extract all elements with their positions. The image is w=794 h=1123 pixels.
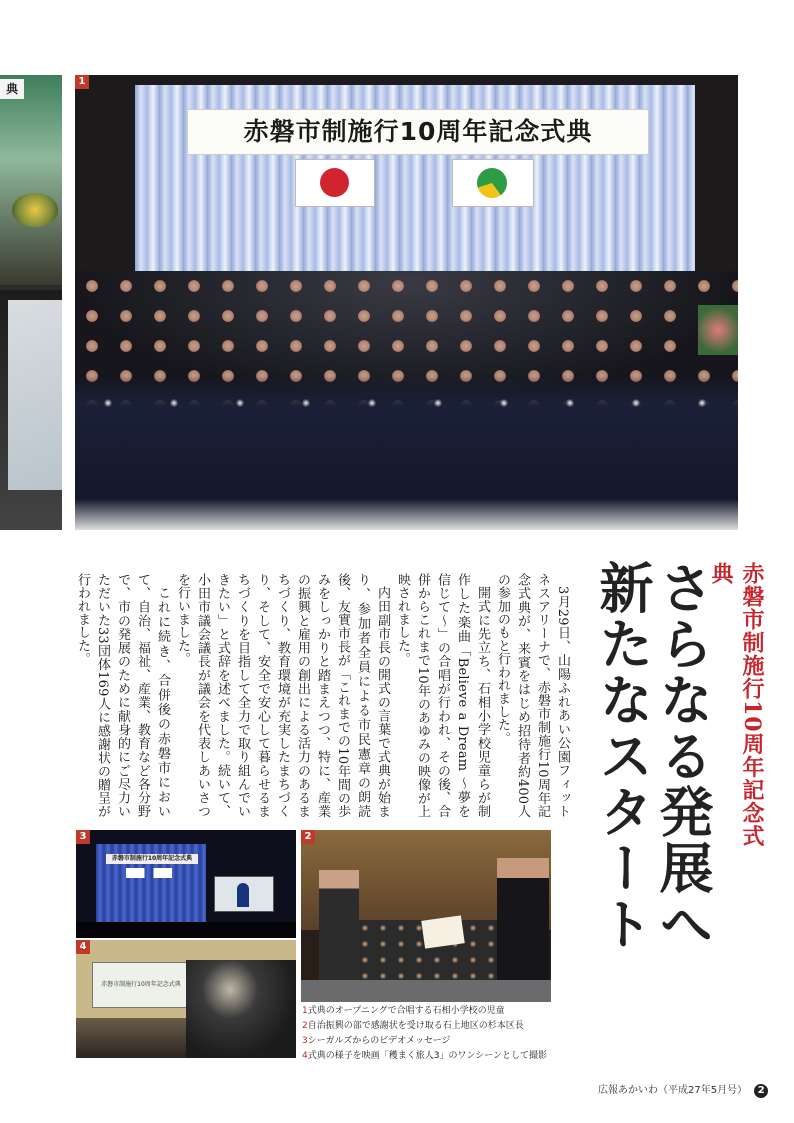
floor xyxy=(301,980,551,1002)
body-paragraph: 内田副市長の開式の言葉で式典が始まり、参加者全員による市民憲章の朗読後、友實市長が「これまでの10年間の歩みをしっかりと踏まえつつ、特に、産業の振興と雇用の創出による活力のあるまちづくり、教育環境が充実したまちづくり、そして、安全で安心して暮らせるまちづくりを目指して全力で取り組んでいきたい」と式辞を述べました。続いて、小田市議会議長が議会を代表しあいさつを行いました。 xyxy=(175,573,390,818)
caption-1: 1式典のオープニングで合唱する石相小学校の児童 xyxy=(302,1006,505,1016)
video-screen xyxy=(214,876,274,912)
city-flag xyxy=(452,159,534,207)
photo-choir xyxy=(75,75,738,530)
photo-number: 1 xyxy=(75,75,89,89)
photo-video-message xyxy=(76,830,296,938)
strip-screen xyxy=(8,300,62,490)
strip-label: 典 xyxy=(0,79,24,99)
caption-4: 4式典の様子を映画「穫まく旅人3」のワンシーンとして撮影 xyxy=(302,1051,548,1061)
camera-operator xyxy=(186,960,296,1058)
body-paragraph: 開式に先立ち、石相小学校児童らが制作した楽曲「Believe a Dream ～夢を信じて～」の合唱が行われ、その後、合併からこれまで10年のあゆみの映像が上映されました。 xyxy=(395,573,490,818)
audience xyxy=(76,922,296,938)
page-number: 2 xyxy=(754,1084,768,1098)
page-footer xyxy=(598,1081,768,1098)
stage-flags xyxy=(126,868,172,878)
strip-flowers xyxy=(12,193,58,227)
certificate xyxy=(421,915,465,948)
japan-flag xyxy=(295,159,375,207)
body-paragraph: これに続き、合併後の赤磐市において、自治、福祉、産業、教育など各分野で、市の発展のために献身的にご尽力いただいた33団体169人に感謝状の贈呈が行われました。 xyxy=(75,573,170,818)
article-subtitle: 赤磐市制施行10周年記念式典 xyxy=(708,562,765,848)
headline-line-2: 新たなスタート xyxy=(591,560,654,952)
photo-captions xyxy=(302,1004,552,1064)
photo-film-shoot xyxy=(76,940,296,1058)
stage-banner: 赤磐市制施行10周年記念式典 xyxy=(187,109,649,155)
previous-page-strip xyxy=(0,75,62,530)
article-headline xyxy=(592,560,712,960)
shirt-collars xyxy=(75,393,738,413)
strip-photo-top xyxy=(0,75,62,285)
photo-number: 4 xyxy=(76,940,90,954)
strip-photo-bottom xyxy=(0,290,62,530)
stage-banner: 赤磐市制施行10周年記念式典 xyxy=(106,854,198,864)
publication-name: 広報あかいわ（平成27年5月号） xyxy=(598,1085,748,1096)
photo-award xyxy=(301,830,551,1002)
headline-line-1: さらなる発展へ xyxy=(651,560,714,952)
projection-screen: 赤磐市制施行10周年記念式典 xyxy=(92,962,190,1008)
photo-number: 3 xyxy=(76,830,90,844)
caption-2: 2自治振興の部で感謝状を受け取る石上地区の杉本区長 xyxy=(302,1021,524,1031)
body-paragraph: 3月29日、山陽ふれあい公園フィットネスアリーナで、赤磐市制施行10周年記念式典が、来賓をはじめ招待者約400人の参加のもと行われました。 xyxy=(495,573,570,818)
flower-arrangement xyxy=(698,305,738,355)
article-body xyxy=(72,573,572,818)
caption-3: 3シーガルズからのビデオメッセージ xyxy=(302,1036,451,1046)
photo-number: 2 xyxy=(301,830,315,844)
